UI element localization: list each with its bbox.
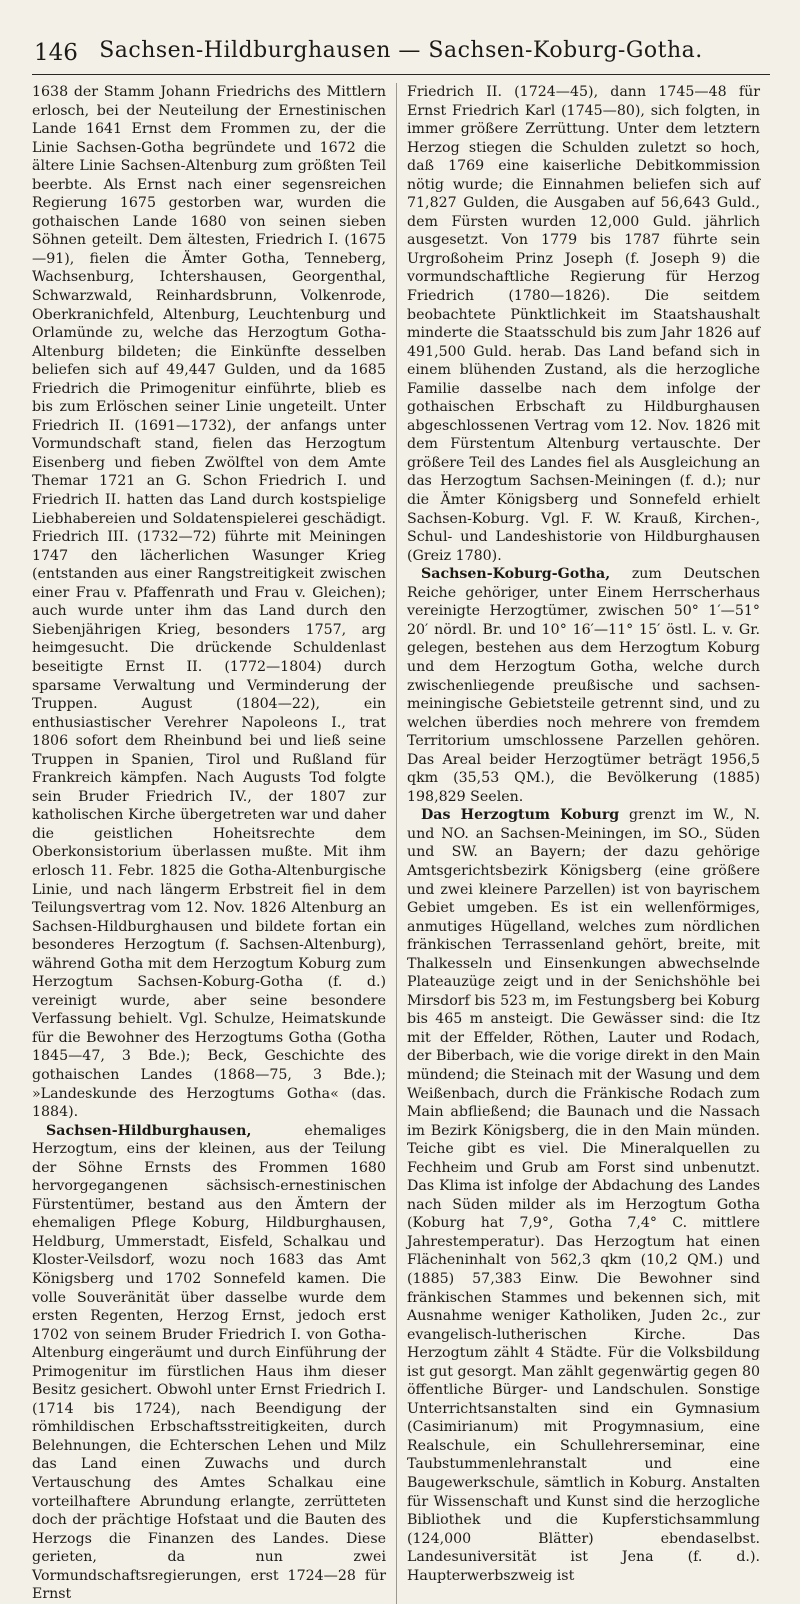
entry-paragraph — [32, 83, 386, 1122]
entry-lemma: Sachsen-Hildburghausen, — [46, 1122, 252, 1139]
page-header — [32, 34, 770, 75]
paragraph-text: Friedrich II. (1724—45), dann 1745—48 für Ernst Friedrich Karl (1745—80), sich folgten, in immer größere Zerrüttung. Unter dem letztern Herzog stiegen die Schulden zuletzt so hoch, daß 1769 eine kaiserliche Debitkommission nötig wurde; die Einnahmen beliefen sich auf 71,827 Gulden, die Ausgaben auf 56,643 Guld., dem Fürsten wurden 12,000 Guld. jährlich ausgesetzt. Von 1779 bis 1787 führte sein Urgroßoheim Prinz Joseph (f. Joseph 9) die vormundschaftliche Regierung für Herzog Friedrich (1780—1826). Die seitdem beobachtete Pünktlichkeit im Staatshaushalt minderte die Staatsschuld bis zum Jahr 1826 auf 491,500 Guld. herab. Das Land befand sich in einem blühenden Zustand, als die herzogliche Familie dasselbe nach dem infolge der gothaischen Erbschaft zu Hildburghausen abgeschlossenen Vertrag vom 12. Nov. 1826 mit dem Fürstentum Altenburg vertauschte. Der größere Teil des Landes fiel als Ausgleichung an das Herzogtum Sachsen-Meiningen (f. d.); nur die Ämter Königsberg und Sonnefeld erhielt Sachsen-Koburg. Vgl. F. W. Krauß, Kirchen-, Schul- und Landeshistorie von Hildburghausen (Greiz 1780). — [407, 84, 760, 564]
paragraph-text: grenzt im W., N. und NO. an Sachsen-Meiningen, im SO., Süden und SW. an Bayern; der dazu gehörige Amtsgerichtsbezirk Königsberg (eine größere und zwei kleinere Parzellen) ist von bayrischem Gebiet umgeben. Es ist ein wellenförmiges, anmutiges Hügelland, welches zum nördlichen fränkischen Terrassenland gehört, breite, mit Thalkesseln und Einsenkungen abwechselnde Plateauzüge zeigt und in der Senichshöhle bei Mirsdorf bis 523 m, im Festungsberg bei Koburg bis 465 m ansteigt. Die Gewässer sind: die Itz mit der Effelder, Röthen, Lauter und Rodach, der Biberbach, wie die vorige direkt in den Main mündend; die Steinach mit der Wasung und dem Weißenbach, durch die Fränkische Rodach zum Main abfließend; die Baunach und die Nassach im Bezirk Königsberg, die in den Main münden. Teiche gibt es viel. Die Mineralquellen zu Fechheim und Grub am Forst sind unbenutzt. Das Klima ist infolge der Abdachung des Landes nach Süden milder als im Herzogtum Gotha (Koburg hat 7,9°, Gotha 7,4° C. mittlere Jahrestemperatur). Das Herzogtum hat einen Flächeninhalt von 562,3 qkm (10,2 QM.) und (1885) 57,383 Einw. Die Bewohner sind fränkischen Stammes und bekennen sich, mit Ausnahme weniger Katholiken, Juden 2c., zur evangelisch-lutherischen Kirche. Das Herzogtum zählt 4 Städte. Für die Volksbildung ist gut gesorgt. Man zählt gegenwärtig gegen 80 öffentliche Bürger- und Landschulen. Sonstige Unterrichtsanstalten sind ein Gymnasium (Casimirianum) mit Progymnasium, eine Realschule, ein Schullehrerseminar, eine Taubstummenlehranstalt und eine Baugewerkschule, sämtlich in Koburg. Anstalten für Wissenschaft und Kunst sind die herzogliche Bibliothek und die Kupferstichsammlung (124,000 Blätter) ebendaselbst. Landesuniversität ist Jena (f. d.). Haupterwerbszweig ist — [407, 807, 761, 1584]
paragraph-text: 1638 der Stamm Johann Friedrichs des Mittlern erlosch, bei der Neuteilung der Ernestinischen Lande 1641 Ernst dem Frommen zu, der die Linie Sachsen-Gotha begründete und 1672 die ältere Linie Sachsen-Altenburg zum größten Teil beerbte. Als Ernst nach einer segensreichen Regierung 1675 gestorben war, wurden die gothaischen Lande 1680 von seinen sieben Söhnen geteilt. Dem ältesten, Friedrich I. (1675—91), fielen die Ämter Gotha, Tenneberg, Wachsenburg, Ichtershausen, Georgenthal, Schwarzwald, Reinhardsbrunn, Volkenrode, Oberkranichfeld, Altenburg, Leuchtenburg und Orlamünde zu, welche das Herzogtum Gotha-Altenburg bildeten; die Einkünfte desselben beliefen sich auf 49,447 Gulden, und da 1685 Friedrich die Primogenitur einführte, blieb es bis zum Erlöschen seiner Linie ungeteilt. Unter Friedrich II. (1691—1732), der anfangs unter Vormundschaft stand, fielen das Herzogtum Eisenberg und fieben Zwölftel von dem Amte Themar 1721 an G. Schon Friedrich I. und Friedrich II. hatten das Land durch kostspielige Liebhabereien und Soldatenspielerei geschädigt. Friedrich III. (1732—72) führte mit Meiningen 1747 den lächerlichen Wasunger Krieg (entstanden aus einer Rangstreitigkeit zwischen einer Frau v. Pfaffenrath und Frau v. Gleichen); auch wurde unter ihm das Land durch den Siebenjährigen Krieg, besonders 1757, arg heimgesucht. Die drückende Schuldenlast beseitigte Ernst II. (1772—1804) durch sparsame Verwaltung und Verminderung der Truppen. August (1804—22), ein enthusiastischer Verehrer Napoleons I., trat 1806 sofort dem Rheinbund bei und ließ seine Truppen in Spanien, Tirol und Rußland für Frankreich kämpfen. Nach Augusts Tod folgte sein Bruder Friedrich IV., der 1807 zur katholischen Kirche übergetreten war und daher die geistlichen Hoheitsrechte dem Oberkonsistorium überlassen mußte. Mit ihm erlosch 11. Febr. 1825 die Gotha-Altenburgische Linie, und nach längerm Erbstreit fiel in dem Teilungsvertrag vom 12. Nov. 1826 Altenburg an Sachsen-Hildburghausen und bildete fortan ein besonderes Herzogtum (f. Sachsen-Altenburg), während Gotha mit dem Herzogtum Koburg zum Herzogtum Sachsen-Koburg-Gotha (f. d.) vereinigt wurde, aber seine besondere Verfassung behielt. Vgl. Schulze, Heimatskunde für die Bewohner des Herzogtums Gotha (Gotha 1845—47, 3 Bde.); Beck, Geschichte des gothaischen Landes (1868—75, 3 Bde.); »Landeskunde des Herzogtums Gotha« (das. 1884). — [32, 84, 386, 1121]
entry-paragraph — [407, 83, 760, 565]
running-head: Sachsen-Hildburghausen — Sachsen-Koburg-Gotha. — [99, 38, 703, 63]
entry-paragraph — [407, 806, 760, 1585]
entry-lemma: Das Herzogtum Koburg — [421, 807, 620, 824]
paragraph-text: ehemaliges Herzogtum, eins der kleinen, aus der Teilung der Söhne Ernsts des Frommen 1680 hervorgegangenen sächsisch-ernestinischen Fürstentümer, bestand aus den Ämtern der ehemaligen Pflege Koburg, Hildburghausen, Heldburg, Ummerstadt, Eisfeld, Schalkau und Kloster-Veilsdorf, wozu noch 1683 das Amt Königsberg und 1702 Sonnefeld kamen. Die volle Souveränität über dasselbe wurde dem ersten Regenten, Herzog Ernst, jedoch erst 1702 von seinem Bruder Friedrich I. von Gotha-Altenburg eingeräumt und durch Einführung der Primogenitur im fürstlichen Haus ihm dieser Besitz gesichert. Obwohl unter Ernst Friedrich I. (1714 bis 1724), nach Beendigung der römhildischen Erbschaftsstreitigkeiten, durch Belehnungen, die Echterschen Lehen und Milz das Land einen Zuwachs und durch Vertauschung des Amtes Schalkau eine vorteilhaftere Abrundung erlangte, zerrütteten doch der prächtige Hofstaat und die Bauten des Herzogs die Finanzen des Landes. Diese gerieten, da nun zwei Vormundschaftsregierungen, erst 1724—28 für Ernst — [32, 1122, 386, 1603]
paragraph-text: zum Deutschen Reiche gehöriger, unter Einem Herrscherhaus vereinigte Herzogtümer, zwischen 50° 1′—51° 20′ nördl. Br. und 10° 16′—11° 15′ östl. L. v. Gr. gelegen, bestehen aus dem Herzogtum Koburg und dem Herzogtum Gotha, welche durch zwischenliegende preußische und sachsen-meiningische Gebietsteile getrennt sind, und zu welchen überdies noch mehrere von fremdem Territorium umschlossene Parzellen gehören. Das Areal beider Herzogtümer beträgt 1956,5 qkm (35,53 QM.), die Bevölkerung (1885) 198,829 Seelen. — [407, 566, 760, 805]
entry-paragraph — [407, 565, 760, 806]
entry-lemma: Sachsen-Koburg-Gotha, — [421, 566, 611, 583]
entry-paragraph — [32, 1122, 386, 1604]
left-column — [32, 83, 396, 1604]
text-columns — [32, 83, 770, 1604]
page-number: 146 — [34, 40, 78, 66]
right-column — [396, 83, 760, 1604]
